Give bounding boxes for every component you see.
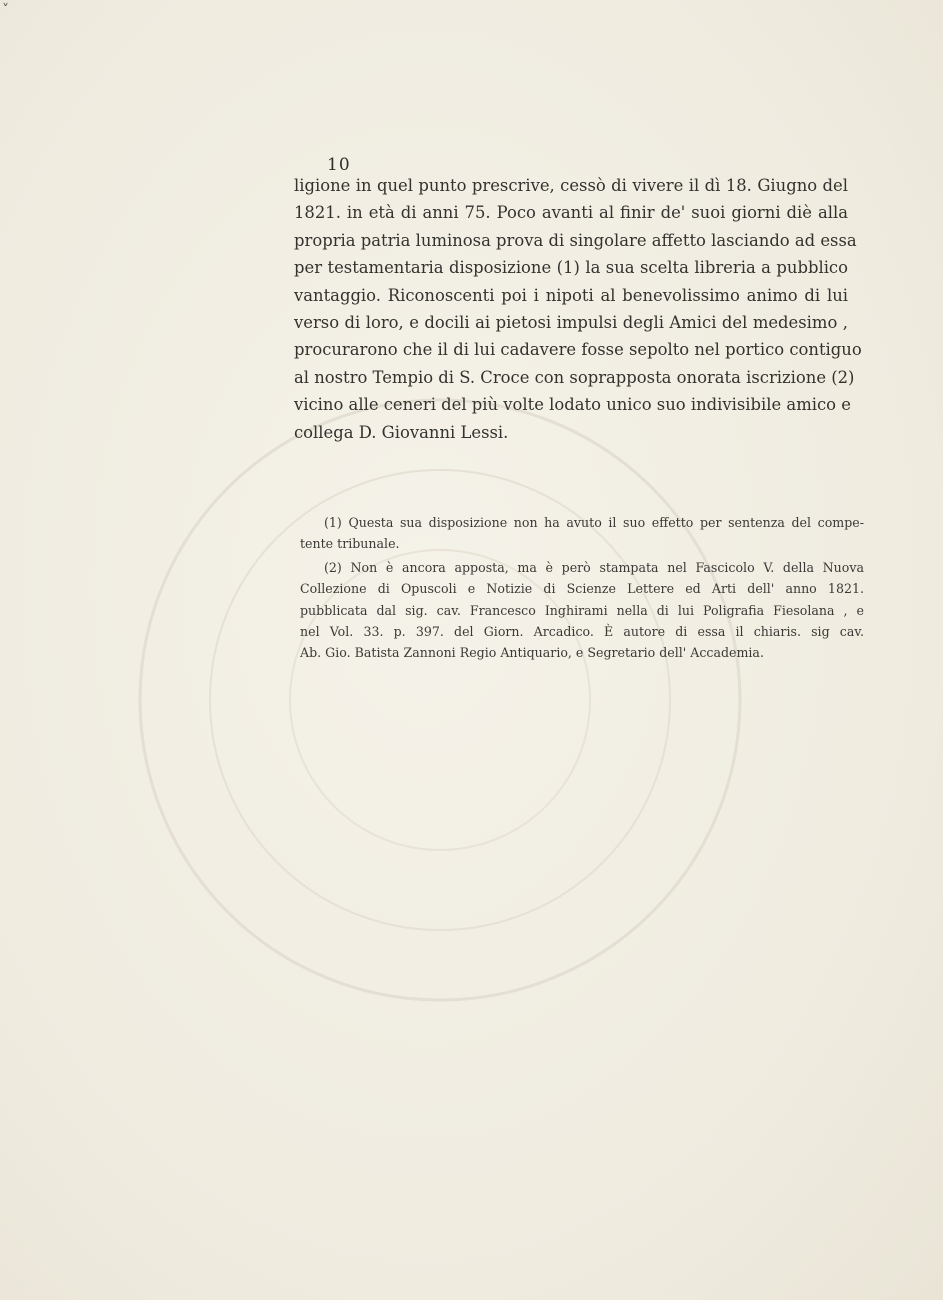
body-line: 1821. in età di anni 75. Poco avanti al finir de' suoi giorni diè alla bbox=[294, 203, 848, 223]
footnote-line: Ab. Gio. Batista Zannoni Regio Antiquario, e Segretario dell' Accademia. bbox=[300, 645, 764, 661]
footnote-1 bbox=[300, 512, 864, 555]
footnotes bbox=[300, 512, 864, 664]
footnote-line: pubblicata dal sig. cav. Francesco Inghirami nella di lui Poligrafia Fiesolana , e bbox=[300, 602, 864, 618]
corner-mark: ˅ bbox=[2, 2, 9, 18]
body-line: al nostro Tempio di S. Croce con soprapposta onorata iscrizione (2) bbox=[294, 367, 855, 387]
body-line: collega D. Giovanni Lessi. bbox=[294, 422, 509, 442]
footnote-line: (2) Non è ancora apposta, ma è però stampata nel Fascicolo V. della Nuova bbox=[324, 559, 864, 575]
footnote-line: Collezione di Opuscoli e Notizie di Scienze Lettere ed Arti dell' anno 1821. bbox=[300, 581, 864, 597]
footnote-2 bbox=[300, 557, 864, 664]
page-number: 10 bbox=[327, 155, 351, 175]
body-line: verso di loro, e docili ai pietosi impulsi degli Amici del medesimo , bbox=[294, 313, 848, 333]
body-line: vicino alle ceneri del più volte lodato unico suo indivisibile amico e bbox=[294, 395, 851, 415]
body-line: propria patria luminosa prova di singolare affetto lasciando ad essa bbox=[294, 230, 857, 250]
body-paragraph bbox=[294, 172, 862, 446]
body-line: ligione in quel punto prescrive, cessò di vivere il dì 18. Giugno del bbox=[294, 176, 848, 195]
body-line: vantaggio. Riconoscenti poi i nipoti al benevolissimo animo di lui bbox=[294, 285, 848, 305]
footnote-line: nel Vol. 33. p. 397. del Giorn. Arcadico. È autore di essa il chiaris. sig cav. bbox=[300, 624, 864, 640]
footnote-line: tente tribunale. bbox=[300, 536, 400, 552]
footnote-line: (1) Questa sua disposizione non ha avuto il suo effetto per sentenza del compe- bbox=[324, 515, 864, 530]
body-line: per testamentaria disposizione (1) la sua scelta libreria a pubblico bbox=[294, 258, 848, 278]
body-line: procurarono che il di lui cadavere fosse sepolto nel portico contiguo bbox=[294, 340, 862, 360]
